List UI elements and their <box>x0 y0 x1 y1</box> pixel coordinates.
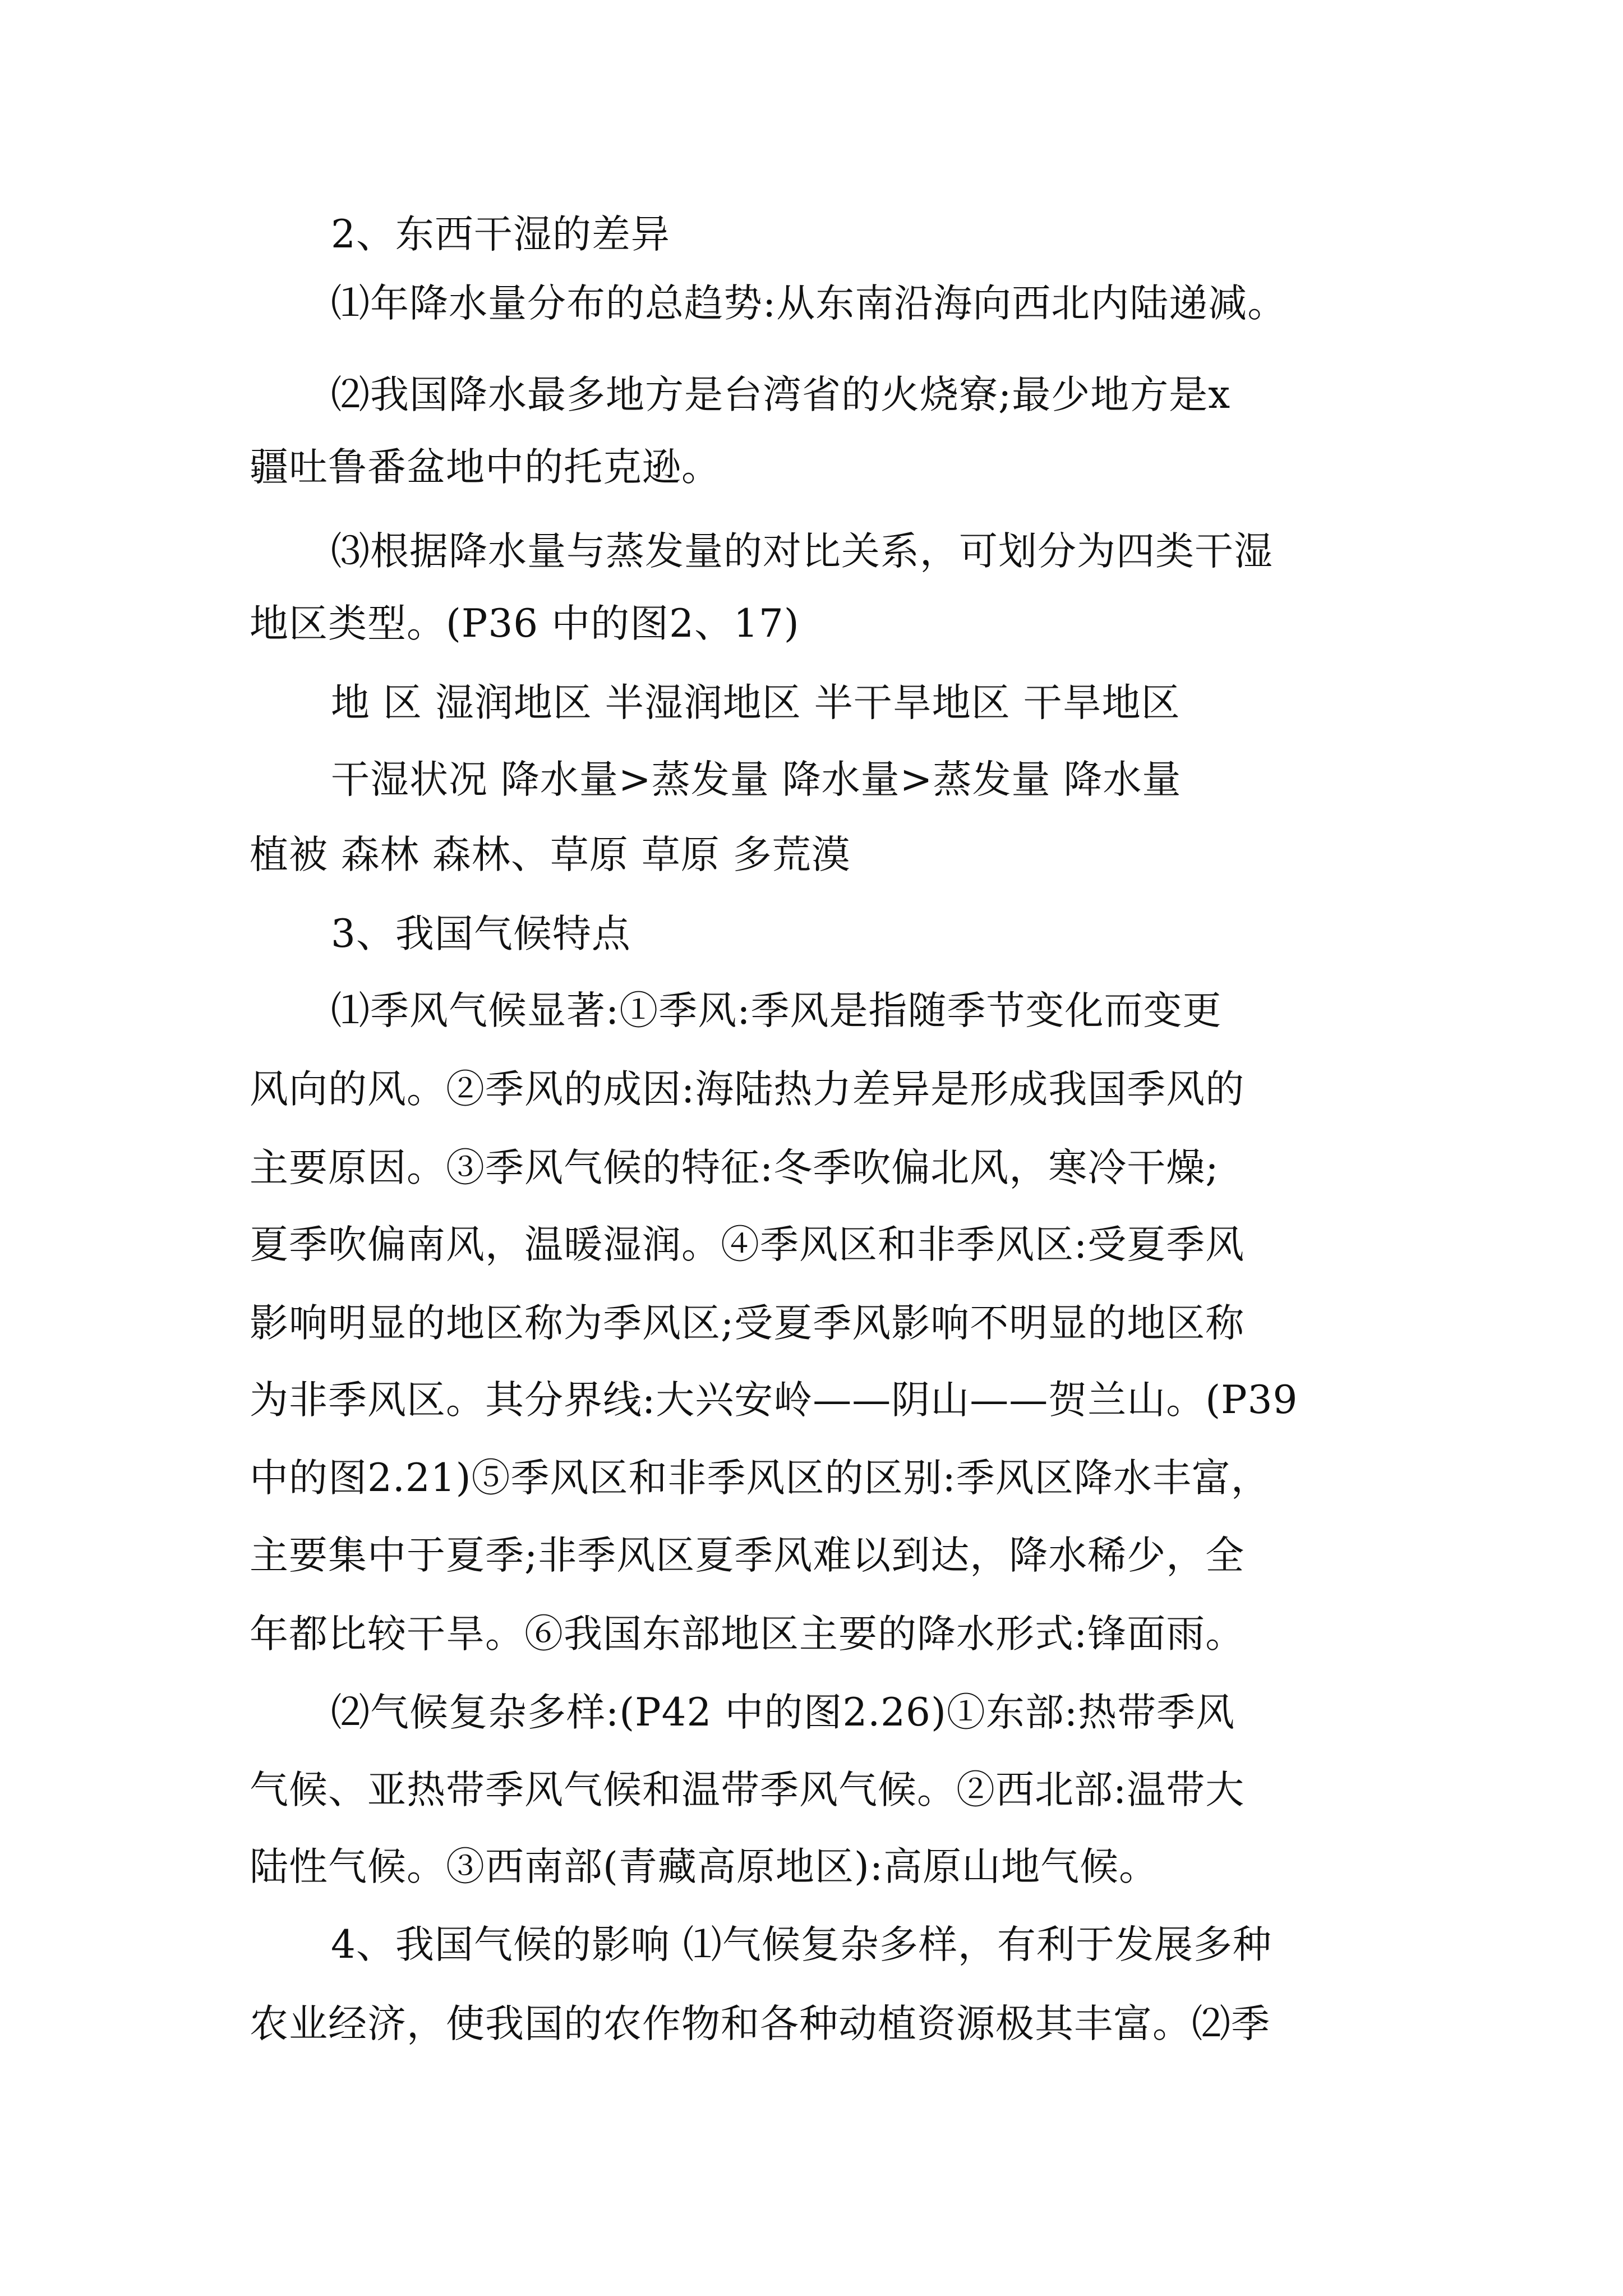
paragraph-line: 为非季风区。其分界线:大兴安岭——阴山——贺兰山。(P39 <box>250 1378 1298 1423</box>
heading-3-climate-features: 3、我国气候特点 <box>331 912 631 956</box>
paragraph-line: 地区类型。(P36 中的图2、17) <box>250 601 800 646</box>
paragraph-line: 疆吐鲁番盆地中的托克逊。 <box>250 445 721 490</box>
paragraph-line: 主要集中于夏季;非季风区夏季风难以到达，降水稀少，全 <box>250 1533 1245 1578</box>
table-row-vegetation: 植被 森林 森林、草原 草原 多荒漠 <box>250 832 851 877</box>
paragraph-line: 夏季吹偏南风，温暖湿润。④季风区和非季风区:受夏季风 <box>250 1222 1245 1267</box>
paragraph-line: ⑴年降水量分布的总趋势:从东南沿海向西北内陆递减。 <box>331 281 1287 326</box>
paragraph-line: 影响明显的地区称为季风区;受夏季风影响不明显的地区称 <box>250 1301 1245 1346</box>
table-row-region: 地 区 湿润地区 半湿润地区 半干旱地区 干旱地区 <box>331 680 1181 725</box>
paragraph-line: 主要原因。③季风气候的特征:冬季吹偏北风，寒冷干燥; <box>250 1145 1219 1190</box>
paragraph-line: 陆性气候。③西南部(青藏高原地区):高原山地气候。 <box>250 1844 1159 1889</box>
paragraph-line: 风向的风。②季风的成因:海陆热力差异是形成我国季风的 <box>250 1067 1245 1112</box>
paragraph-line: 年都比较干旱。⑥我国东部地区主要的降水形式:锋面雨。 <box>250 1612 1245 1657</box>
paragraph-line: ⑶根据降水量与蒸发量的对比关系，可划分为四类干湿 <box>331 529 1273 574</box>
paragraph-line: ⑵我国降水最多地方是台湾省的火烧寮;最少地方是x <box>331 372 1231 417</box>
paragraph-line: 气候、亚热带季风气候和温带季风气候。②西北部:温带大 <box>250 1768 1245 1812</box>
paragraph-line: 农业经济，使我国的农作物和各种动植资源极其丰富。⑵季 <box>250 2001 1270 2046</box>
paragraph-line: ⑴季风气候显著:①季风:季风是指随季节变化而变更 <box>331 988 1222 1033</box>
heading-2-dry-wet-difference: 2、东西干湿的差异 <box>331 212 670 257</box>
paragraph-line: ⑵气候复杂多样:(P42 中的图2.26)①东部:热带季风 <box>331 1690 1235 1735</box>
table-row-condition: 干湿状况 降水量>蒸发量 降水量>蒸发量 降水量 <box>331 757 1182 802</box>
paragraph-line: 中的图2.21)⑤季风区和非季风区的区别:季风区降水丰富， <box>250 1456 1270 1501</box>
heading-4-climate-impact: 4、我国气候的影响 ⑴气候复杂多样，有利于发展多种 <box>331 1922 1272 1967</box>
